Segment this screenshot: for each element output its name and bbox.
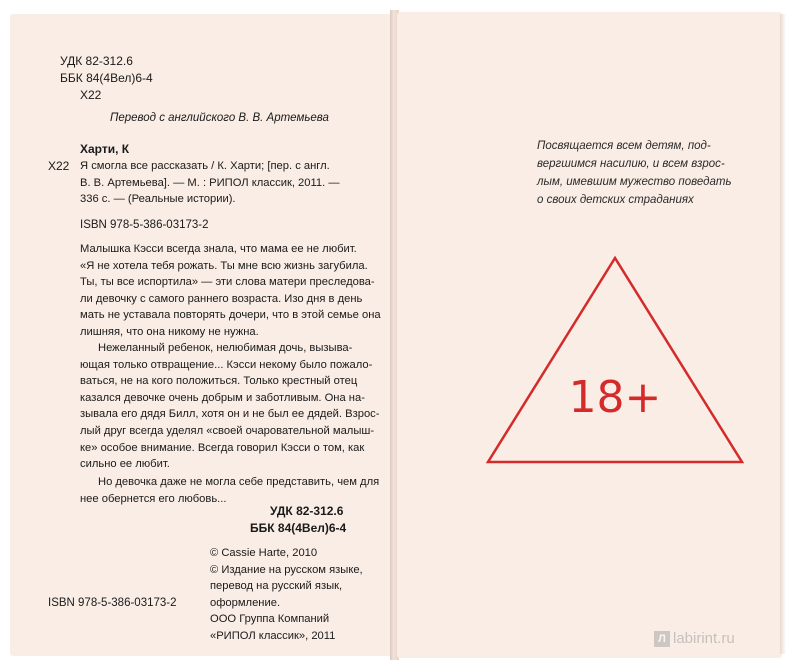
copyright-line: оформление. [210,596,281,609]
annotation-line: Но девочка даже не могла себе представить, чем для [98,476,380,488]
annotation-line: ли девочку с самого раннего возраста. Изо дня в день [80,292,363,305]
author-code-top: Х22 [80,88,102,102]
author-code: Х22 [48,159,70,173]
annotation-paragraph-2 [80,340,380,473]
copyright-line: ООО Группа Компаний [210,613,330,626]
annotation-line: «Я не хотела тебя рожать. Ты мне всю жизнь загубила. [80,259,368,272]
copyright-line: «РИПОЛ классик», 2011 [210,629,336,642]
copyright-line: перевод на русский язык, [210,580,343,593]
annotation-line: зывала его дядя Билл, хотя он и не был ее дядей. Взрос- [80,408,380,421]
annotation-line: Ты, ты все испортила» — эти слова матери преследова- [80,276,375,289]
watermark-logo: Л [654,631,670,647]
bbk-top: ББК 84(4Вел)6-4 [60,71,153,85]
annotation-paragraph-1 [80,241,381,341]
copyright-line: © Издание на русском языке, [210,563,363,576]
watermark [654,630,735,647]
annotation-line: Нежеланный ребенок, нелюбимая дочь, вызыва- [98,342,353,354]
isbn-bottom: ISBN 978-5-386-03173-2 [48,597,177,609]
dedication-line: о своих детских страданиях [537,194,694,206]
annotation-line: мать не уставала повторять дочери, что в этой семье она [80,309,381,322]
annotation-line: ке» особое внимание. Всегда говорил Кэсси о том, как [80,441,365,454]
biblio-line: В. В. Артемьева]. — М. : РИПОЛ классик, 2011. — [80,176,340,189]
annotation-line: нее обернется его любовь... [80,492,227,505]
translation-line: Перевод с английского В. В. Артемьева [110,112,329,124]
annotation-line: казался девочке очень добрым и заботливым. Она на- [80,391,365,404]
author-heading: Харти, К [80,142,130,156]
age-rating-label: 18+ [568,372,662,423]
annotation-line: лишняя, что она никому не нужна. [80,325,259,338]
page-edge [780,14,786,654]
dedication [537,137,732,209]
udk-top: УДК 82-312.6 [60,54,133,68]
age-rating-triangle [480,250,750,470]
dedication-line: вергшимся насилию, и всем взрос- [537,158,725,170]
udk-bottom: УДК 82-312.6 [270,504,344,518]
annotation-line: ющая только отвращение... Кэсси некому было пожало- [80,358,373,371]
biblio-line: Я смогла все рассказать / К. Харти; [пер. с англ. [80,160,330,172]
annotation-line: лый друг всегда уделял «своей очаровательной малыш- [80,424,375,437]
annotation-line: ваться, не на кого положиться. Только крестный отец [80,375,358,388]
bibliographic-record [80,158,340,208]
annotation-line: Малышка Кэсси всегда знала, что мама ее не любит. [80,243,357,255]
copyright-line: © Cassie Harte, 2010 [210,547,318,559]
dedication-line: Посвящается всем детям, под- [537,140,711,152]
biblio-line: 336 с. — (Реальные истории). [80,193,236,206]
triangle-outline [488,258,742,462]
watermark-text: labirint.ru [673,630,735,647]
copyright-block [210,545,363,645]
dedication-line: лым, имевшим мужество поведать [537,176,732,188]
annotation-line: сильно ее любит. [80,458,170,471]
bbk-bottom: ББК 84(4Вел)6-4 [250,521,347,535]
isbn-mid: ISBN 978-5-386-03173-2 [80,219,209,231]
